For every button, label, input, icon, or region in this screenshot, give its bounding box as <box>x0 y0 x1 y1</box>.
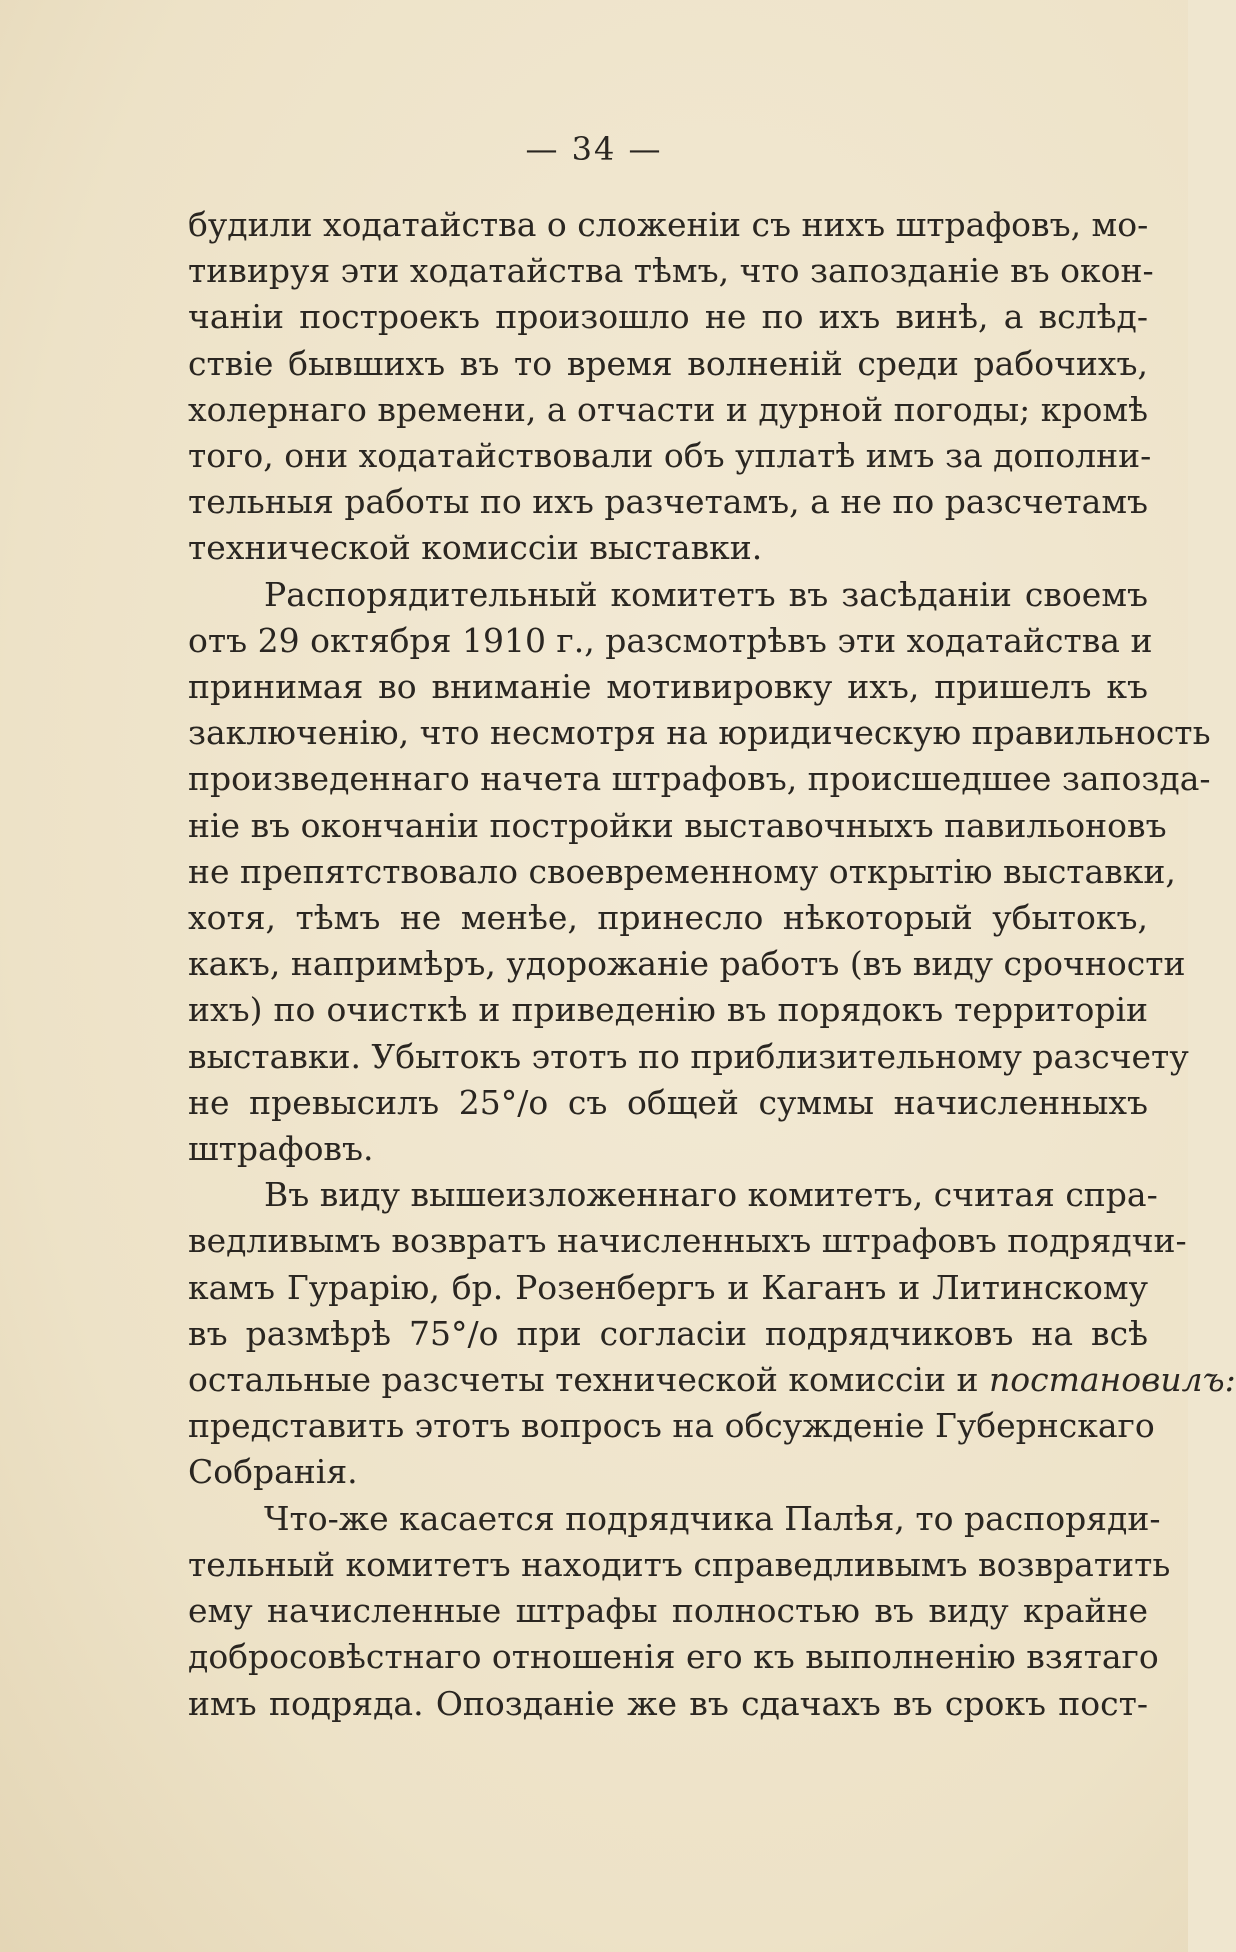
text-line: ихъ) по очисткѣ и приведенiю въ порядокъ территорiи <box>188 990 1148 1030</box>
text-line: тельный комитетъ находитъ справедливымъ возвратить <box>188 1544 1171 1584</box>
text-line: добросовѣстнаго отношенiя его къ выполненiю взятаго <box>188 1637 1159 1677</box>
text-line: технической комиссiи выставки. <box>188 528 763 568</box>
paragraph-3 <box>188 1172 1236 1495</box>
emphasized-resolution: постановилъ: <box>988 1360 1236 1400</box>
body-text <box>188 202 1236 1727</box>
text-line: Распорядительный комитетъ въ засѣданiи своемъ <box>264 574 1148 614</box>
text-line: ему начисленные штрафы полностью въ виду крайне <box>188 1591 1148 1631</box>
text-line: ведливымъ возвратъ начисленныхъ штрафовъ подрядчи- <box>188 1221 1187 1261</box>
text-line: выставки. Убытокъ этотъ по приблизительному разсчету <box>188 1036 1189 1076</box>
paragraph-2 <box>188 572 1211 1173</box>
text-line: холернаго времени, а отчасти и дурной погоды; кромѣ <box>188 389 1148 429</box>
text-line: имъ подряда. Опозданiе же въ сдачахъ въ срокъ пост- <box>188 1683 1148 1723</box>
text-line: камъ Гурарiю, бр. Розенбергъ и Каганъ и Литинскому <box>188 1267 1148 1307</box>
text-line: произведеннаго начета штрафовъ, происшедшее запозда- <box>188 759 1211 799</box>
text-line: представить этотъ вопросъ на обсужденiе Губернскаго <box>188 1406 1155 1446</box>
page-number: — 34 — <box>525 130 663 168</box>
text-line: не препятствовало своевременному открытiю выставки, <box>188 851 1176 891</box>
text-line: заключенiю, что несмотря на юридическую правильность <box>188 713 1211 753</box>
text-line: будили ходатайства о сложенiи съ нихъ штрафовъ, мо- <box>188 205 1149 244</box>
text-line: того, они ходатайствовали объ уплатѣ имъ за дополни- <box>188 436 1152 476</box>
text-line: тивируя эти ходатайства тѣмъ, что запозданiе въ окон- <box>188 251 1154 291</box>
text-line: отъ 29 октября 1910 г., разсмотрѣвъ эти ходатайства и <box>188 620 1153 660</box>
text-line: не превысилъ 25°/о съ общей суммы начисленныхъ <box>188 1082 1148 1122</box>
text-line: ствiе бывшихъ въ то время волненiй среди рабочихъ, <box>188 343 1148 383</box>
text-line: какъ, напримѣръ, удорожанiе работъ (въ виду срочности <box>188 944 1186 984</box>
text-line <box>188 1357 1236 1403</box>
text-line: хотя, тѣмъ не менѣе, принесло нѣкоторый убытокъ, <box>188 898 1148 938</box>
text-line: Что-же касается подрядчика Палѣя, то распоряди- <box>264 1498 1161 1538</box>
paragraph-1 <box>188 202 1154 572</box>
paragraph-4 <box>188 1496 1171 1727</box>
text-line: Въ виду вышеизложеннаго комитетъ, считая спра- <box>264 1175 1158 1215</box>
text-line: штрафовъ. <box>188 1129 374 1169</box>
text-line: въ размѣрѣ 75°/о при согласiи подрядчиковъ на всѣ <box>188 1313 1148 1353</box>
text-line: тельныя работы по ихъ разчетамъ, а не по разсчетамъ <box>188 482 1148 522</box>
text-line: принимая во вниманiе мотивировку ихъ, пришелъ къ <box>188 667 1148 707</box>
text-line: Собранiя. <box>188 1452 358 1492</box>
text-line: нiе въ окончанiи постройки выставочныхъ павильоновъ <box>188 805 1167 845</box>
text-line: чанiи построекъ произошло не по ихъ винѣ, а вслѣд- <box>188 297 1148 337</box>
text-segment: остальные разсчеты технической комиссiи и <box>188 1360 989 1400</box>
